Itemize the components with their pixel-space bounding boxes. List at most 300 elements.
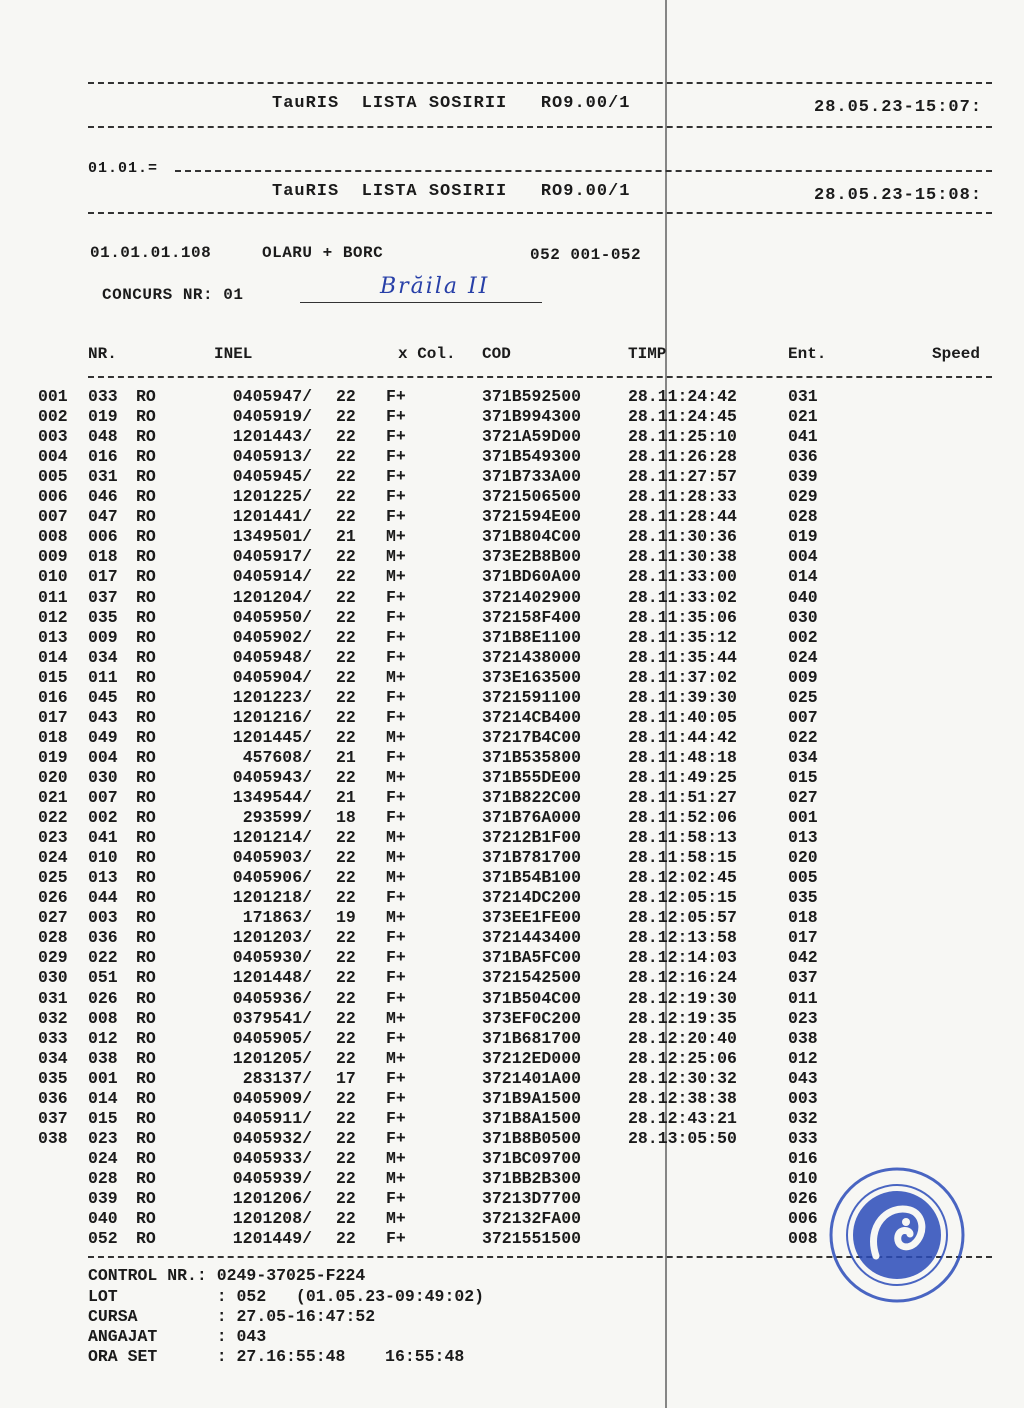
row-pigeon-nr: 016	[88, 447, 118, 467]
table-row	[0, 1109, 1024, 1129]
dashed-separator	[88, 376, 992, 378]
row-arrival-time: 28.13:05:50	[628, 1128, 737, 1148]
row-arrival-time: 28.11:51:27	[628, 788, 737, 807]
table-row	[0, 788, 1024, 808]
dashed-separator	[88, 212, 992, 214]
row-year: 22	[336, 667, 356, 687]
row-country: RO	[136, 767, 156, 787]
row-year: 22	[336, 647, 356, 667]
row-entry: 014	[788, 567, 818, 587]
row-country: RO	[136, 527, 156, 547]
row-country: RO	[136, 948, 156, 968]
basket-count: 052 001-052	[530, 246, 642, 264]
row-ring: 0405945/	[232, 467, 312, 487]
row-pigeon-nr: 013	[88, 868, 118, 888]
row-pigeon-nr: 031	[88, 467, 118, 487]
row-chip-code: 37213D7700	[482, 1189, 582, 1208]
row-chip-code: 371B76A000	[482, 808, 582, 828]
row-chip-code: 373EF0C200	[482, 1008, 582, 1028]
row-pigeon-nr: 039	[88, 1189, 118, 1208]
row-sex: F+	[386, 587, 406, 607]
row-entry: 021	[788, 407, 818, 427]
row-pigeon-nr: 012	[88, 1028, 118, 1048]
row-year: 22	[336, 1189, 356, 1208]
row-entry: 042	[788, 948, 818, 968]
row-position: 038	[38, 1128, 68, 1148]
table-row	[0, 1069, 1024, 1089]
row-position: 004	[38, 447, 68, 467]
row-pigeon-nr: 041	[88, 828, 118, 848]
row-arrival-time: 28.12:16:24	[628, 968, 737, 988]
col-header-ent: Ent.	[788, 345, 827, 363]
row-entry: 017	[788, 928, 818, 948]
row-position: 008	[38, 527, 68, 547]
row-country: RO	[136, 788, 156, 807]
row-chip-code: 371B781700	[482, 848, 582, 868]
row-ring: 1201203/	[232, 928, 312, 948]
row-ring: 0405911/	[232, 1108, 312, 1128]
row-pigeon-nr: 047	[88, 507, 118, 527]
row-ring: 1201216/	[232, 707, 312, 727]
row-country: RO	[136, 547, 156, 567]
row-country: RO	[136, 1168, 156, 1188]
row-ring: 1201441/	[232, 507, 312, 527]
row-sex: F+	[386, 788, 406, 807]
table-row	[0, 507, 1024, 527]
row-sex: F+	[386, 1128, 406, 1148]
row-arrival-time: 28.12:38:38	[628, 1088, 737, 1108]
row-ring: 0405913/	[232, 447, 312, 467]
row-country: RO	[136, 747, 156, 767]
row-pigeon-nr: 038	[88, 1048, 118, 1068]
row-sex: F+	[386, 988, 406, 1008]
row-position: 031	[38, 988, 68, 1008]
row-year: 22	[336, 447, 356, 467]
control-number: CONTROL NR.: 0249-37025-F224	[88, 1266, 366, 1285]
row-ring: 0405950/	[232, 607, 312, 627]
table-row	[0, 768, 1024, 788]
row-sex: M+	[386, 527, 406, 547]
row-sex: F+	[386, 1229, 406, 1249]
row-year: 22	[336, 888, 356, 908]
row-sex: M+	[386, 1008, 406, 1028]
table-row	[0, 387, 1024, 407]
row-pigeon-nr: 011	[88, 667, 118, 687]
row-pigeon-nr: 049	[88, 727, 118, 747]
row-year: 22	[336, 707, 356, 727]
row-position: 015	[38, 667, 68, 687]
header-title-2: TauRIS LISTA SOSIRII RO9.00/1	[272, 182, 631, 201]
row-position: 022	[38, 808, 68, 828]
row-sex: M+	[386, 727, 406, 747]
row-entry: 034	[788, 747, 818, 767]
row-ring: 1201445/	[232, 727, 312, 747]
row-chip-code: 371B733A00	[482, 467, 582, 487]
row-pigeon-nr: 018	[88, 547, 118, 567]
row-pigeon-nr: 046	[88, 487, 118, 507]
table-row	[0, 567, 1024, 587]
row-entry: 016	[788, 1148, 818, 1168]
row-country: RO	[136, 1108, 156, 1128]
row-country: RO	[136, 988, 156, 1008]
row-chip-code: 373E2B8B00	[482, 547, 582, 567]
row-pigeon-nr: 008	[88, 1008, 118, 1028]
row-sex: F+	[386, 447, 406, 467]
row-sex: F+	[386, 1028, 406, 1048]
row-position: 011	[38, 587, 68, 607]
row-year: 22	[336, 928, 356, 948]
row-ring: 1201208/	[232, 1209, 312, 1229]
row-entry: 010	[788, 1168, 818, 1188]
row-entry: 020	[788, 848, 818, 868]
row-position: 019	[38, 747, 68, 767]
row-entry: 032	[788, 1108, 818, 1128]
row-country: RO	[136, 1148, 156, 1168]
row-country: RO	[136, 1088, 156, 1108]
row-year: 22	[336, 948, 356, 968]
table-row	[0, 467, 1024, 487]
row-position: 036	[38, 1088, 68, 1108]
row-country: RO	[136, 607, 156, 627]
row-entry: 018	[788, 908, 818, 928]
row-entry: 036	[788, 447, 818, 467]
row-entry: 011	[788, 988, 818, 1008]
row-sex: F+	[386, 627, 406, 647]
row-year: 21	[336, 747, 356, 767]
row-ring: 0405933/	[232, 1148, 312, 1168]
row-pigeon-nr: 052	[88, 1229, 118, 1249]
row-sex: M+	[386, 848, 406, 868]
row-ring: 0405906/	[232, 868, 312, 888]
row-year: 22	[336, 767, 356, 787]
row-sex: F+	[386, 487, 406, 507]
table-row	[0, 447, 1024, 467]
ora-set-line: ORA SET : 27.16:55:48 16:55:48	[88, 1347, 465, 1366]
row-pigeon-nr: 022	[88, 948, 118, 968]
row-sex: F+	[386, 1068, 406, 1088]
row-sex: F+	[386, 707, 406, 727]
row-position: 020	[38, 767, 68, 787]
table-row	[0, 888, 1024, 908]
row-arrival-time: 28.11:30:36	[628, 527, 737, 547]
row-country: RO	[136, 667, 156, 687]
table-row	[0, 728, 1024, 748]
row-sex: M+	[386, 1148, 406, 1168]
dashed-separator	[88, 82, 992, 84]
row-ring: 0405905/	[232, 1028, 312, 1048]
row-chip-code: 371B535800	[482, 747, 582, 767]
row-arrival-time: 28.11:24:45	[628, 407, 737, 427]
row-entry: 013	[788, 828, 818, 848]
cursa-line: CURSA : 27.05-16:47:52	[88, 1307, 376, 1326]
row-country: RO	[136, 1209, 156, 1229]
col-header-inel: INEL	[214, 345, 253, 363]
row-pigeon-nr: 044	[88, 888, 118, 908]
row-country: RO	[136, 1008, 156, 1028]
row-entry: 022	[788, 727, 818, 747]
row-arrival-time: 28.11:58:15	[628, 848, 737, 868]
row-pigeon-nr: 014	[88, 1088, 118, 1108]
row-ring: 0405909/	[232, 1088, 312, 1108]
table-row	[0, 808, 1024, 828]
row-year: 22	[336, 828, 356, 848]
row-position: 025	[38, 868, 68, 888]
row-country: RO	[136, 387, 156, 406]
row-chip-code: 37217B4C00	[482, 727, 582, 747]
table-row	[0, 989, 1024, 1009]
header-prefix: 01.01.=	[88, 160, 159, 177]
row-chip-code: 371BB2B300	[482, 1168, 582, 1188]
row-pigeon-nr: 040	[88, 1209, 118, 1229]
row-country: RO	[136, 1229, 156, 1249]
row-country: RO	[136, 1189, 156, 1208]
row-country: RO	[136, 587, 156, 607]
row-ring: 0405903/	[232, 848, 312, 868]
row-chip-code: 3721594E00	[482, 507, 582, 527]
table-row	[0, 547, 1024, 567]
row-position: 034	[38, 1048, 68, 1068]
dashed-separator	[175, 170, 992, 172]
row-pigeon-nr: 009	[88, 627, 118, 647]
table-row	[0, 748, 1024, 768]
row-sex: F+	[386, 1108, 406, 1128]
row-arrival-time: 28.11:28:44	[628, 507, 737, 527]
row-ring: 171863/	[242, 908, 312, 928]
row-chip-code: 3721551500	[482, 1229, 582, 1249]
row-position: 026	[38, 888, 68, 908]
row-year: 22	[336, 1209, 356, 1229]
handwritten-race-name: Brăila II	[380, 274, 490, 299]
row-arrival-time: 28.11:25:10	[628, 427, 737, 447]
row-arrival-time: 28.11:28:33	[628, 487, 737, 507]
row-position: 016	[38, 687, 68, 707]
row-pigeon-nr: 028	[88, 1168, 118, 1188]
table-row	[0, 708, 1024, 728]
row-pigeon-nr: 001	[88, 1068, 118, 1088]
row-chip-code: 371B592500	[482, 387, 582, 406]
row-pigeon-nr: 043	[88, 707, 118, 727]
row-position: 013	[38, 627, 68, 647]
row-chip-code: 3721438000	[482, 647, 582, 667]
row-year: 22	[336, 427, 356, 447]
row-entry: 023	[788, 1008, 818, 1028]
row-sex: F+	[386, 747, 406, 767]
row-pigeon-nr: 023	[88, 1128, 118, 1148]
row-position: 003	[38, 427, 68, 447]
row-chip-code: 371B994300	[482, 407, 582, 427]
row-pigeon-nr: 024	[88, 1148, 118, 1168]
row-pigeon-nr: 034	[88, 647, 118, 667]
row-ring: 1201449/	[232, 1229, 312, 1249]
row-year: 22	[336, 727, 356, 747]
row-pigeon-nr: 003	[88, 908, 118, 928]
row-sex: F+	[386, 1189, 406, 1208]
row-chip-code: 371B549300	[482, 447, 582, 467]
row-chip-code: 371B8E1100	[482, 627, 582, 647]
row-country: RO	[136, 647, 156, 667]
table-row	[0, 487, 1024, 507]
row-arrival-time: 28.12:13:58	[628, 928, 737, 948]
row-arrival-time: 28.12:20:40	[628, 1028, 737, 1048]
signature-line	[300, 302, 542, 303]
row-sex: M+	[386, 908, 406, 928]
col-header-col: x Col.	[398, 345, 456, 363]
row-entry: 039	[788, 467, 818, 487]
row-arrival-time: 28.11:35:06	[628, 607, 737, 627]
row-entry: 031	[788, 387, 818, 406]
row-country: RO	[136, 868, 156, 888]
row-country: RO	[136, 467, 156, 487]
row-arrival-time: 28.11:33:00	[628, 567, 737, 587]
row-country: RO	[136, 1068, 156, 1088]
row-ring: 457608/	[242, 747, 312, 767]
row-chip-code: 371B504C00	[482, 988, 582, 1008]
col-header-nr: NR.	[88, 345, 117, 363]
row-position: 024	[38, 848, 68, 868]
row-sex: F+	[386, 647, 406, 667]
row-ring: 1201214/	[232, 828, 312, 848]
row-year: 22	[336, 587, 356, 607]
row-ring: 0405904/	[232, 667, 312, 687]
dashed-separator	[88, 126, 992, 128]
row-entry: 008	[788, 1229, 818, 1249]
row-ring: 0405948/	[232, 647, 312, 667]
row-chip-code: 373E163500	[482, 667, 582, 687]
row-ring: 0405947/	[232, 387, 312, 406]
row-chip-code: 3721402900	[482, 587, 582, 607]
row-year: 22	[336, 1008, 356, 1028]
row-arrival-time: 28.11:39:30	[628, 687, 737, 707]
col-header-cod: COD	[482, 345, 511, 363]
row-year: 22	[336, 467, 356, 487]
row-chip-code: 371BA5FC00	[482, 948, 582, 968]
row-year: 22	[336, 1028, 356, 1048]
federation-stamp	[826, 1164, 968, 1306]
header-title: TauRIS LISTA SOSIRII RO9.00/1	[272, 94, 631, 113]
row-ring: 0405919/	[232, 407, 312, 427]
row-arrival-time: 28.11:40:05	[628, 707, 737, 727]
row-entry: 009	[788, 667, 818, 687]
row-arrival-time: 28.11:52:06	[628, 808, 737, 828]
row-arrival-time: 28.11:37:02	[628, 667, 737, 687]
row-entry: 005	[788, 868, 818, 888]
row-entry: 003	[788, 1088, 818, 1108]
table-row	[0, 608, 1024, 628]
row-sex: F+	[386, 888, 406, 908]
row-arrival-time: 28.12:02:45	[628, 868, 737, 888]
row-entry: 004	[788, 547, 818, 567]
row-chip-code: 371B9A1500	[482, 1088, 582, 1108]
row-position: 028	[38, 928, 68, 948]
row-year: 19	[336, 908, 356, 928]
col-header-time: TIMP	[628, 345, 667, 363]
row-entry: 026	[788, 1189, 818, 1208]
row-chip-code: 372132FA00	[482, 1209, 582, 1229]
row-year: 22	[336, 968, 356, 988]
row-country: RO	[136, 727, 156, 747]
row-country: RO	[136, 627, 156, 647]
row-country: RO	[136, 447, 156, 467]
row-ring: 0405917/	[232, 547, 312, 567]
row-entry: 038	[788, 1028, 818, 1048]
row-pigeon-nr: 004	[88, 747, 118, 767]
row-chip-code: 373EE1FE00	[482, 908, 582, 928]
row-sex: F+	[386, 687, 406, 707]
row-country: RO	[136, 1028, 156, 1048]
row-entry: 012	[788, 1048, 818, 1068]
table-row	[0, 527, 1024, 547]
row-pigeon-nr: 045	[88, 687, 118, 707]
row-entry: 029	[788, 487, 818, 507]
row-pigeon-nr: 017	[88, 567, 118, 587]
row-ring: 0379541/	[232, 1008, 312, 1028]
row-entry: 015	[788, 767, 818, 787]
table-row	[0, 427, 1024, 447]
row-position: 030	[38, 968, 68, 988]
row-arrival-time: 28.12:05:15	[628, 888, 737, 908]
row-chip-code: 3721542500	[482, 968, 582, 988]
row-ring: 1201206/	[232, 1189, 312, 1208]
row-pigeon-nr: 030	[88, 767, 118, 787]
row-year: 22	[336, 868, 356, 888]
table-row	[0, 948, 1024, 968]
row-position: 023	[38, 828, 68, 848]
row-pigeon-nr: 026	[88, 988, 118, 1008]
row-country: RO	[136, 427, 156, 447]
row-entry: 040	[788, 587, 818, 607]
table-row	[0, 628, 1024, 648]
row-chip-code: 371B681700	[482, 1028, 582, 1048]
row-chip-code: 37212ED000	[482, 1048, 582, 1068]
row-arrival-time: 28.11:58:13	[628, 828, 737, 848]
row-ring: 1201205/	[232, 1048, 312, 1068]
row-ring: 0405943/	[232, 767, 312, 787]
row-ring: 1201448/	[232, 968, 312, 988]
row-arrival-time: 28.12:05:57	[628, 908, 737, 928]
row-ring: 0405936/	[232, 988, 312, 1008]
row-entry: 024	[788, 647, 818, 667]
row-ring: 0405902/	[232, 627, 312, 647]
header-datetime-2: 28.05.23-15:08:	[814, 186, 983, 205]
row-sex: F+	[386, 928, 406, 948]
row-year: 21	[336, 527, 356, 547]
row-pigeon-nr: 036	[88, 928, 118, 948]
row-entry: 006	[788, 1209, 818, 1229]
row-position: 033	[38, 1028, 68, 1048]
header-datetime: 28.05.23-15:07:	[814, 98, 983, 117]
row-year: 22	[336, 547, 356, 567]
row-chip-code: 37214CB400	[482, 707, 582, 727]
table-row	[0, 688, 1024, 708]
row-position: 006	[38, 487, 68, 507]
row-arrival-time: 28.11:33:02	[628, 587, 737, 607]
row-country: RO	[136, 1128, 156, 1148]
row-country: RO	[136, 908, 156, 928]
row-sex: F+	[386, 407, 406, 427]
row-pigeon-nr: 015	[88, 1108, 118, 1128]
row-sex: M+	[386, 1048, 406, 1068]
row-sex: M+	[386, 1209, 406, 1229]
lot-line: LOT : 052 (01.05.23-09:49:02)	[88, 1287, 485, 1306]
row-year: 22	[336, 687, 356, 707]
row-country: RO	[136, 567, 156, 587]
table-row	[0, 828, 1024, 848]
row-sex: F+	[386, 607, 406, 627]
row-ring: 1201223/	[232, 687, 312, 707]
row-pigeon-nr: 051	[88, 968, 118, 988]
row-entry: 028	[788, 507, 818, 527]
row-position: 021	[38, 788, 68, 807]
